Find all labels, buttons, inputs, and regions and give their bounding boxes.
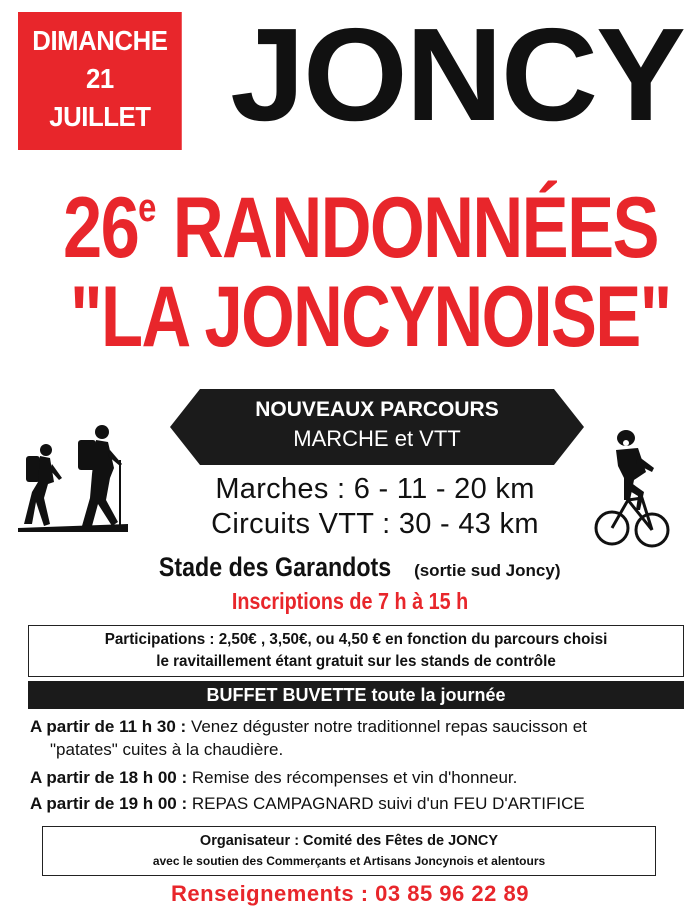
vtt-routes: Circuits VTT : 30 - 43 km xyxy=(211,508,539,540)
schedule-time: A partir de 18 h 00 : xyxy=(30,768,188,787)
organizer-line2: avec le soutien des Commerçants et Artisans Joncynois et alentours xyxy=(152,854,546,868)
town-title: JONCY xyxy=(230,1,684,148)
cyclist-icon xyxy=(594,426,670,554)
venue xyxy=(0,548,700,591)
banner-title: NOUVEAUX PARCOURS xyxy=(255,398,499,421)
date-day: 21 xyxy=(86,63,114,94)
edition-number: 26 xyxy=(63,180,139,276)
walk-routes: Marches : 6 - 11 - 20 km xyxy=(215,473,535,505)
fees-line1: Participations : 2,50€ , 3,50€, ou 4,50 € en fonction du parcours choisi xyxy=(104,631,608,648)
schedule-item-awards xyxy=(30,766,690,790)
organizer-line1: Organisateur : Comité des Fêtes de JONCY xyxy=(199,833,499,849)
hikers-icon xyxy=(18,420,128,532)
date-box xyxy=(18,12,182,150)
buffet-bar: BUFFET BUVETTE toute la journée xyxy=(28,681,684,709)
schedule-time: A partir de 19 h 00 : xyxy=(30,794,188,813)
schedule-text: REPAS CAMPAGNARD suivi d'un FEU D'ARTIFICE xyxy=(187,794,585,813)
event-title-line2: "LA JONCYNOISE" xyxy=(70,269,671,365)
registration-hours: Inscriptions de 7 h à 15 h xyxy=(231,588,469,614)
schedule-text: Venez déguster notre traditionnel repas saucisson et xyxy=(186,717,587,736)
event-title-line1 xyxy=(63,158,658,278)
schedule-item-dinner xyxy=(30,792,690,816)
fees-box xyxy=(28,625,684,677)
schedule-text: Remise des récompenses et vin d'honneur. xyxy=(187,768,518,787)
organizer-box xyxy=(42,826,656,876)
banner-subtitle: MARCHE et VTT xyxy=(293,426,461,451)
edition-suffix: e xyxy=(138,186,155,230)
venue-name: Stade des Garandots xyxy=(158,552,391,582)
fees-line2: le ravitaillement étant gratuit sur les stands de contrôle xyxy=(156,653,556,670)
event-title-randonnees: RANDONNÉES xyxy=(172,180,658,276)
schedule-item-lunch xyxy=(30,715,690,739)
schedule-time: A partir de 11 h 30 : xyxy=(30,717,187,736)
schedule-item-lunch-continuation: "patates" cuites à la chaudière. xyxy=(50,740,284,759)
venue-note: (sortie sud Joncy) xyxy=(414,561,561,580)
date-day-name: DIMANCHE xyxy=(32,25,168,56)
contact-info: Renseignements : 03 85 96 22 89 xyxy=(171,881,529,906)
date-month: JUILLET xyxy=(49,101,151,132)
